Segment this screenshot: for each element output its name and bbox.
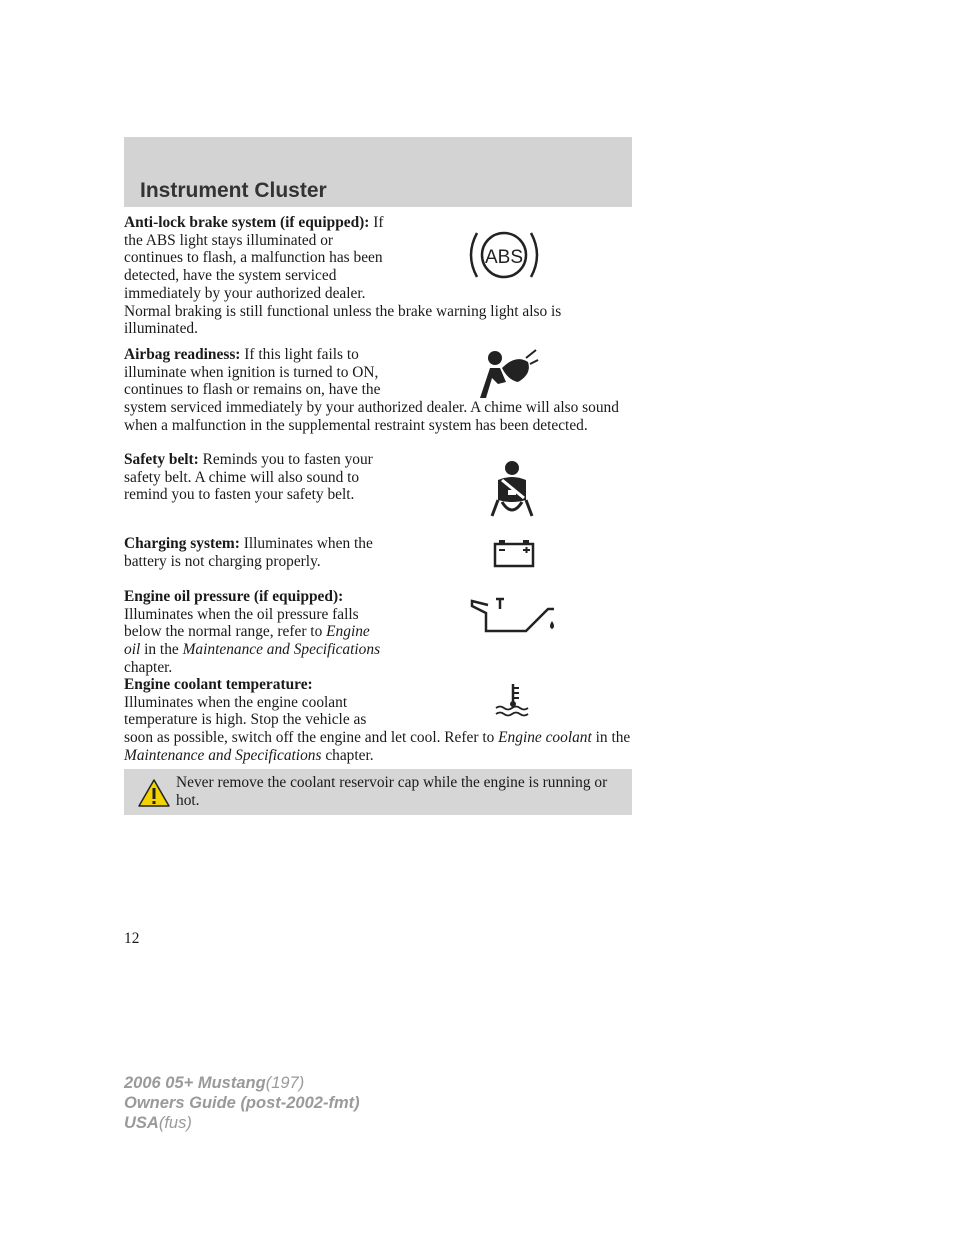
- abs-label: Anti-lock brake system (if equipped):: [124, 214, 370, 231]
- footer-guide: Owners Guide (post-2002-fmt): [124, 1094, 360, 1112]
- oil-label: Engine oil pressure (if equipped):: [124, 588, 344, 605]
- airbag-text: If this light fails to illuminate when ignition is turned to ON, continues to flash or remains on, have the system serviced immediately by your authorized dealer. A chime will also sound when a malfunction in the supplemental restraint system has been detected.: [124, 346, 619, 434]
- abs-paragraph: [124, 214, 634, 338]
- abs-text: If the ABS light stays illuminated or continues to flash, a malfunction has been detected, have the system serviced immediately by your authorized dealer. Normal braking is still functional unless the brake warning light also is illuminated.: [124, 214, 562, 338]
- section-title: Instrument Cluster: [140, 179, 327, 202]
- document-footer: [124, 1073, 360, 1133]
- footer-market: USA: [124, 1114, 159, 1132]
- coolant-text-2: in the: [595, 729, 631, 747]
- safety-belt-text: Reminds you to fasten your safety belt. A chime will also sound to remind you to fasten your safety belt.: [124, 451, 373, 504]
- oil-text-2: in the: [144, 641, 179, 659]
- charging-label: Charging system:: [124, 535, 240, 552]
- oil-text-3: chapter.: [124, 658, 173, 676]
- svg-text:ABS: ABS: [484, 247, 524, 268]
- oil-paragraph: [124, 588, 634, 677]
- safety-belt-label: Safety belt:: [124, 451, 199, 468]
- charging-paragraph: [124, 535, 634, 571]
- airbag-paragraph: [124, 346, 634, 435]
- coolant-ref-maintenance: Maintenance and Specifications: [124, 746, 322, 764]
- oil-ref-engine-oil: Engine oil: [124, 623, 370, 659]
- oil-ref-maintenance: Maintenance and Specifications: [182, 641, 381, 659]
- safety-belt-paragraph: [124, 451, 634, 523]
- footer-model: 2006 05+ Mustang: [124, 1074, 266, 1092]
- footer-model-code: (197): [265, 1074, 305, 1092]
- section-header-bar: [124, 137, 632, 207]
- warning-triangle-icon: [137, 778, 171, 812]
- warning-box: [124, 769, 632, 815]
- footer-market-code: (fus): [158, 1114, 192, 1132]
- coolant-ref-engine-coolant: Engine coolant: [498, 729, 592, 747]
- oil-text-1: Illuminates when the oil pressure falls below the normal range, refer to: [124, 605, 359, 641]
- warning-text: Never remove the coolant reservoir cap while the engine is running or hot.: [176, 774, 608, 809]
- airbag-label: Airbag readiness:: [124, 346, 241, 363]
- coolant-text-1: Illuminates when the engine coolant temperature is high. Stop the vehicle as soon as possible, switch off the engine and let cool. Refer to: [124, 693, 495, 747]
- page-number: 12: [124, 930, 140, 947]
- charging-text: Illuminates when the battery is not charging properly.: [124, 535, 373, 570]
- coolant-text-3: chapter.: [325, 746, 374, 764]
- coolant-label: Engine coolant temperature:: [124, 676, 313, 693]
- coolant-paragraph: [124, 676, 634, 765]
